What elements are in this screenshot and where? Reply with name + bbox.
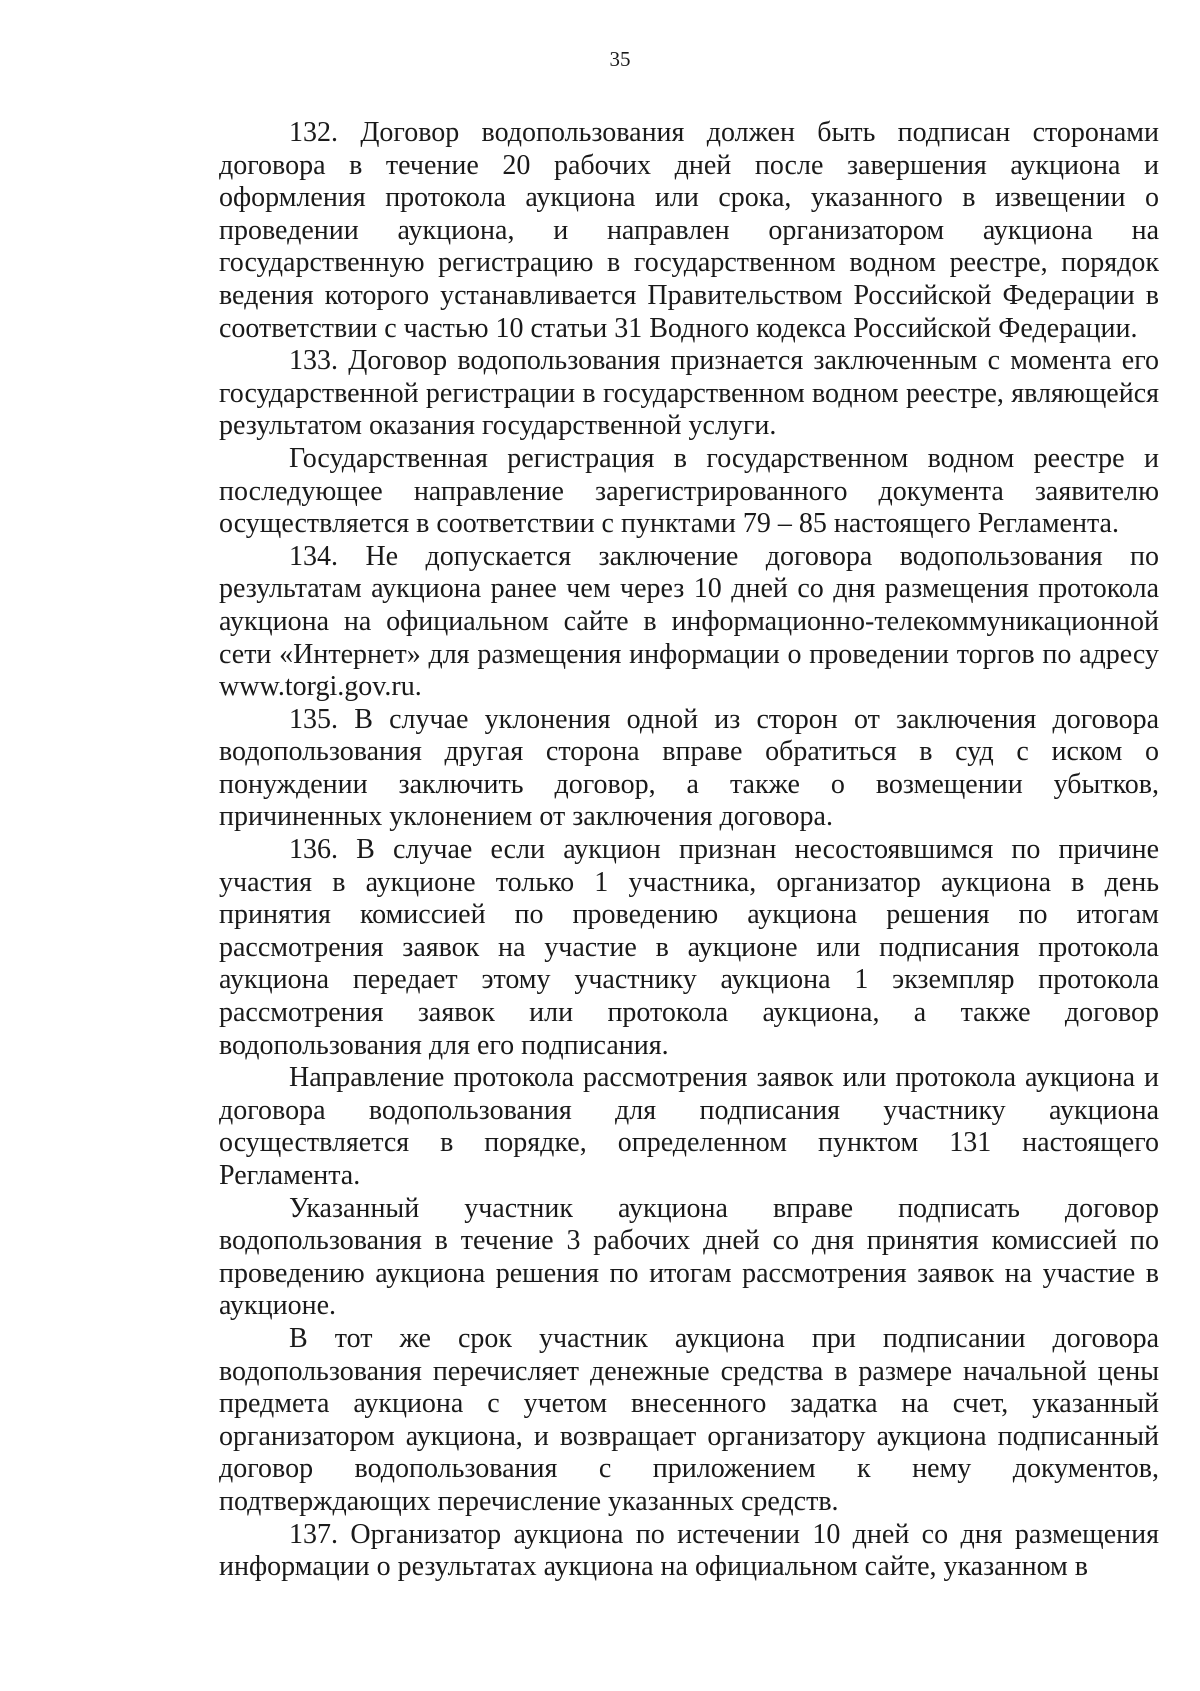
page-number: 35 (609, 47, 631, 71)
paragraph-136-payment: В тот же срок участник аукциона при подписании договора водопользования перечисляет денежные средства в размере начальной цены предмета аукциона с учетом внесенного задатка на счет, указанный организатором аукциона, и возвращает организатору аукциона подписанный договор водопользования с приложением к нему документов, подтверждающих перечисление указанных средств. (219, 1322, 1159, 1517)
paragraph-135: 135. В случае уклонения одной из сторон от заключения договора водопользования другая сторона вправе обратиться в суд с иском о понуждении заключить договор, а также о возмещении убытков, причиненных уклонением от заключения договора. (219, 703, 1159, 833)
paragraph-136-sending: Направление протокола рассмотрения заявок или протокола аукциона и договора водопользования для подписания участнику аукциона осуществляется в порядке, определенном пунктом 131 настоящего Регламента. (219, 1062, 1159, 1191)
document-body (219, 117, 1159, 1584)
paragraph-137: 137. Организатор аукциона по истечении 10 дней со дня размещения информации о результатах аукциона на официальном сайте, указанном в (219, 1518, 1159, 1583)
paragraph-132: 132. Договор водопользования должен быть подписан сторонами договора в течение 20 рабочих дней после завершения аукциона и оформления протокола аукциона или срока, указанного в извещении о проведении аукциона, и направлен организатором аукциона на государственную регистрацию в государственном водном реестре, порядок ведения которого устанавливается Правительством Российской Федерации в соответствии с частью 10 статьи 31 Водного кодекса Российской Федерации. (219, 117, 1159, 344)
paragraph-136-signing: Указанный участник аукциона вправе подписать договор водопользования в течение 3 рабочих дней со дня принятия комиссией по проведению аукциона решения по итогам рассмотрения заявок на участие в аукционе. (219, 1192, 1159, 1322)
paragraph-133: 133. Договор водопользования признается заключенным с момента его государственной регистрации в государственном водном реестре, являющейся результатом оказания государственной услуги. (219, 345, 1159, 442)
paragraph-136: 136. В случае если аукцион признан несостоявшимся по причине участия в аукционе только 1 участника, организатор аукциона в день принятия комиссией по проведению аукциона решения по итогам рассмотрения заявок на участие в аукционе или подписания протокола аукциона передает этому участнику аукциона 1 экземпляр протокола рассмотрения заявок или протокола аукциона, а также договор водопользования для его подписания. (219, 834, 1159, 1061)
paragraph-133-registration: Государственная регистрация в государственном водном реестре и последующее направление зарегистрированного документа заявителю осуществляется в соответствии с пунктами 79 – 85 настоящего Регламента. (219, 442, 1159, 540)
paragraph-134: 134. Не допускается заключение договора водопользования по результатам аукциона ранее чем через 10 дней со дня размещения протокола аукциона на официальном сайте в информационно-телекоммуникационной сети «Интернет» для размещения информации о проведении торгов по адресу www.torgi.gov.ru. (219, 540, 1159, 703)
